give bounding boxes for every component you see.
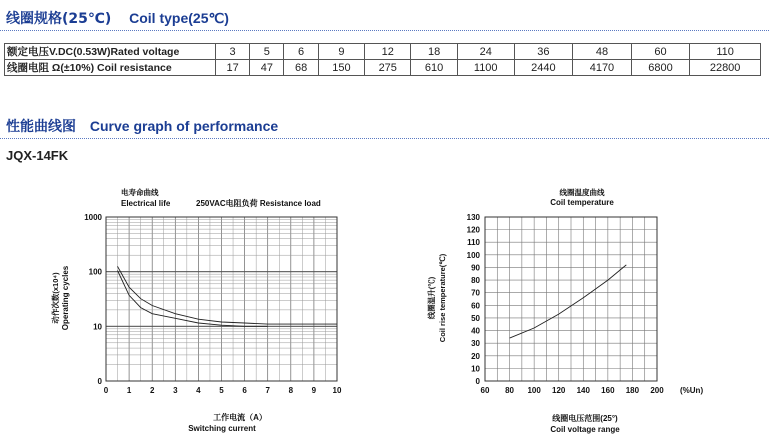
temp-y-tick-label: 30	[471, 339, 480, 349]
resistance-cell: 6800	[631, 60, 690, 76]
resistance-cell: 610	[411, 60, 457, 76]
resistance-cell: 47	[250, 60, 284, 76]
resistance-cell: 1100	[457, 60, 514, 76]
temp-y-tick-label: 50	[471, 313, 480, 323]
temp-y-tick-label: 0	[475, 377, 480, 386]
coil-section-title	[6, 8, 229, 28]
life-series-line	[118, 266, 338, 324]
temp-xlabel-cn: 线圈电压范围(25°)	[552, 414, 618, 423]
life-ticks	[84, 213, 342, 395]
curve-title-en: Curve graph of performance	[89, 118, 279, 134]
life-xlabel-cn: 工作电流（A）	[213, 413, 267, 422]
life-x-tick-label: 3	[173, 386, 178, 395]
temp-x-tick-label: 100	[527, 386, 541, 395]
temp-x-tick-label: 180	[625, 386, 640, 395]
life-ylabel: Operating cycles	[61, 265, 70, 331]
voltage-cell: 24	[457, 44, 514, 60]
life-x-tick-label: 2	[149, 386, 155, 395]
life-y-tick-label: 100	[88, 267, 102, 277]
curve-section-title	[6, 116, 278, 136]
voltage-cell: 48	[573, 44, 632, 60]
temp-x-tick-label: 60	[480, 386, 490, 395]
coil-resistance-label: 线圈电阻 Ω(±10%) Coil resistance	[5, 60, 216, 76]
temp-ylabel: Coil rise temperature(℃)	[438, 253, 447, 343]
temp-x-tick-label: 80	[505, 386, 515, 395]
temp-y-tick-label: 80	[471, 276, 480, 286]
coil-resistance-row	[5, 60, 761, 76]
temp-ticks	[467, 213, 665, 395]
resistance-cell: 68	[284, 60, 318, 76]
temp-y-tick-label: 70	[471, 288, 480, 298]
life-series	[118, 266, 338, 326]
temp-y-tick-label: 10	[471, 364, 480, 374]
voltage-cell: 36	[514, 44, 573, 60]
life-xlabel: Switching current	[188, 424, 256, 433]
temp-y-tick-label: 90	[471, 263, 480, 273]
rated-voltage-row	[5, 44, 761, 60]
coil-title-cn: 线圈规格(25℃)	[6, 11, 112, 27]
coil-section-divider	[0, 30, 769, 31]
life-x-tick-label: 1	[126, 386, 132, 395]
rated-voltage-label: 额定电压V.DC(0.53W)Rated voltage	[5, 44, 216, 60]
temp-x-unit: (%Un)	[680, 386, 704, 395]
temp-x-tick-label: 160	[601, 386, 615, 395]
temp-x-tick-label: 120	[552, 386, 566, 395]
resistance-cell: 2440	[514, 60, 573, 76]
temp-title-en: Coil temperature	[550, 198, 614, 207]
voltage-cell: 110	[690, 44, 761, 60]
temp-grid	[485, 217, 657, 381]
temp-series-line	[510, 265, 627, 338]
voltage-cell: 60	[631, 44, 690, 60]
life-title-cn: 电寿命曲线	[121, 188, 159, 197]
coil-spec-table	[4, 43, 761, 76]
resistance-cell: 150	[318, 60, 364, 76]
electrical-life-chart	[0, 180, 370, 446]
model-number: JQX-14FK	[6, 148, 69, 163]
temp-x-tick-label: 140	[576, 386, 590, 395]
voltage-cell: 12	[365, 44, 411, 60]
temp-ylabel-cn: 线圈温升(℃)	[427, 276, 436, 320]
temp-y-tick-label: 40	[471, 326, 480, 336]
temp-y-tick-label: 120	[466, 225, 480, 235]
temp-y-tick-label: 130	[466, 213, 480, 222]
curve-title-cn: 性能曲线图	[6, 119, 76, 135]
temp-title-cn: 线圈温度曲线	[559, 188, 605, 197]
temp-y-tick-label: 110	[467, 238, 480, 248]
life-x-tick-label: 9	[311, 386, 317, 395]
voltage-cell: 5	[250, 44, 284, 60]
temp-series	[510, 265, 627, 338]
coil-temperature-chart	[400, 180, 769, 446]
voltage-cell: 18	[411, 44, 457, 60]
life-ylabel-cn: 动作次数(x10⁴)	[51, 272, 60, 324]
temp-y-tick-label: 20	[471, 351, 480, 361]
resistance-cell: 22800	[690, 60, 761, 76]
voltage-cell: 9	[318, 44, 364, 60]
resistance-cell: 275	[365, 60, 411, 76]
life-x-tick-label: 6	[242, 386, 247, 395]
curve-section-divider	[0, 138, 769, 139]
resistance-cell: 4170	[573, 60, 632, 76]
life-annotation: 250VAC电阻负荷 Resistance load	[196, 199, 321, 208]
life-x-tick-label: 10	[332, 386, 342, 395]
coil-title-en: Coil type(25℃)	[129, 10, 229, 26]
temp-y-tick-label: 60	[471, 301, 480, 311]
life-y-tick-label: 10	[93, 322, 102, 332]
temp-x-tick-label: 200	[650, 386, 664, 395]
life-x-tick-label: 7	[265, 386, 270, 395]
resistance-cell: 17	[216, 60, 250, 76]
temp-y-tick-label: 100	[466, 250, 480, 260]
life-y-tick-label: 1000	[84, 213, 102, 222]
voltage-cell: 6	[284, 44, 318, 60]
life-x-tick-label: 5	[219, 386, 224, 395]
life-x-tick-label: 8	[288, 386, 294, 395]
life-x-tick-label: 0	[103, 386, 109, 395]
life-title-en: Electrical life	[121, 199, 171, 208]
life-y-tick-label: 0	[97, 377, 102, 386]
temp-xlabel: Coil voltage range	[550, 425, 620, 434]
voltage-cell: 3	[216, 44, 250, 60]
life-x-tick-label: 4	[196, 386, 201, 395]
